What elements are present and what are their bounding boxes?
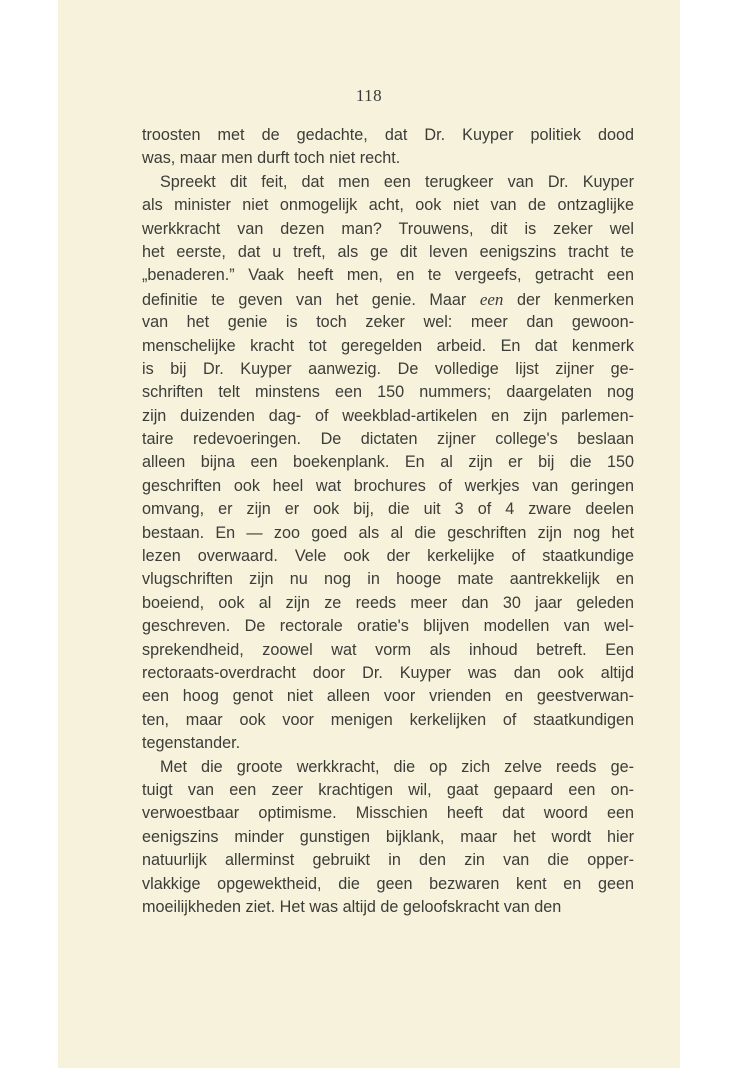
text-line: alleen bijna een boekenplank. En al zijn er bij die 150: [142, 453, 634, 472]
text-line: boeiend, ook al zijn ze reeds meer dan 30 jaar geleden: [142, 593, 634, 612]
emphasized-word: een: [479, 289, 504, 309]
text-line: van het genie is toch zeker wel: meer dan gewoon-: [142, 313, 634, 332]
text-line: natuurlijk allerminst gebruikt in den zin van die opper-: [142, 851, 634, 870]
text-line: geschreven. De rectorale oratie's blijven modellen van wel-: [142, 617, 634, 636]
body-text: [142, 124, 634, 919]
paragraph: [142, 124, 634, 171]
text-line: vlakkige opgewektheid, die geen bezwaren kent en geen: [142, 874, 634, 893]
page-number: 118: [355, 86, 383, 105]
text-line: taire redevoeringen. De dictaten zijner college's beslaan: [142, 430, 634, 449]
text-line: omvang, er zijn er ook bij, die uit 3 of 4 zware deelen: [142, 500, 634, 519]
text-line: het eerste, dat u treft, als ge dit leven eenigszins tracht te: [142, 242, 634, 261]
text-line: Spreekt dit feit, dat men een terugkeer van Dr. Kuyper: [160, 172, 634, 191]
text-line: schriften telt minstens een 150 nummers; daargelaten nog: [142, 383, 634, 402]
text-line: menschelijke kracht tot geregelden arbeid. En dat kenmerk: [142, 336, 634, 355]
text-line: Met die groote werkkracht, die op zich zelve reeds ge-: [160, 757, 634, 776]
text-line: verwoestbaar optimisme. Misschien heeft dat woord een: [142, 804, 634, 823]
text-line: troosten met de gedachte, dat Dr. Kuyper politiek dood: [142, 126, 634, 144]
paragraph: [142, 756, 634, 920]
text-line: ten, maar ook voor menigen kerkelijken of staatkundigen: [142, 710, 634, 729]
text-line: bestaan. En — zoo goed als al die geschriften zijn nog het: [142, 523, 634, 542]
text-line: tegenstander.: [142, 734, 241, 753]
text-line: was, maar men durft toch niet recht.: [142, 149, 401, 168]
text-line: een hoog genot niet alleen voor vrienden en geestverwan-: [142, 687, 634, 706]
text-line: zijn duizenden dag- of weekblad-artikelen en zijn parlemen-: [142, 406, 634, 425]
text-line: is bij Dr. Kuyper aanwezig. De volledige lijst zijner ge-: [142, 359, 634, 378]
text-line: rectoraats-overdracht door Dr. Kuyper was dan ook altijd: [142, 663, 634, 682]
text-line: werkkracht van dezen man? Trouwens, dit is zeker wel: [142, 219, 634, 238]
text-line: definitie te geven van het genie. Maar een der kenmerken: [142, 289, 635, 309]
text-line: lezen overwaard. Vele ook der kerkelijke of staatkundige: [142, 547, 634, 566]
text-line: geschriften ook heel wat brochures of werkjes van geringen: [142, 476, 634, 495]
text-line: als minister niet onmogelijk acht, ook niet van de ontzaglijke: [142, 196, 634, 215]
text-line: sprekendheid, zoowel wat vorm als inhoud betreft. Een: [142, 640, 634, 659]
text-line: moeilijkheden ziet. Het was altijd de geloofskracht van den: [142, 897, 562, 916]
text-line: „benaderen.” Vaak heeft men, en te vergeefs, getracht een: [142, 266, 634, 285]
text-line: eenigszins minder gunstigen bijklank, maar het wordt hier: [142, 827, 634, 846]
text-line: vlugschriften zijn nu nog in hooge mate aantrekkelijk en: [142, 570, 634, 589]
text-line: tuigt van een zeer krachtigen wil, gaat gepaard een on-: [142, 780, 634, 799]
paragraph: [142, 171, 634, 756]
